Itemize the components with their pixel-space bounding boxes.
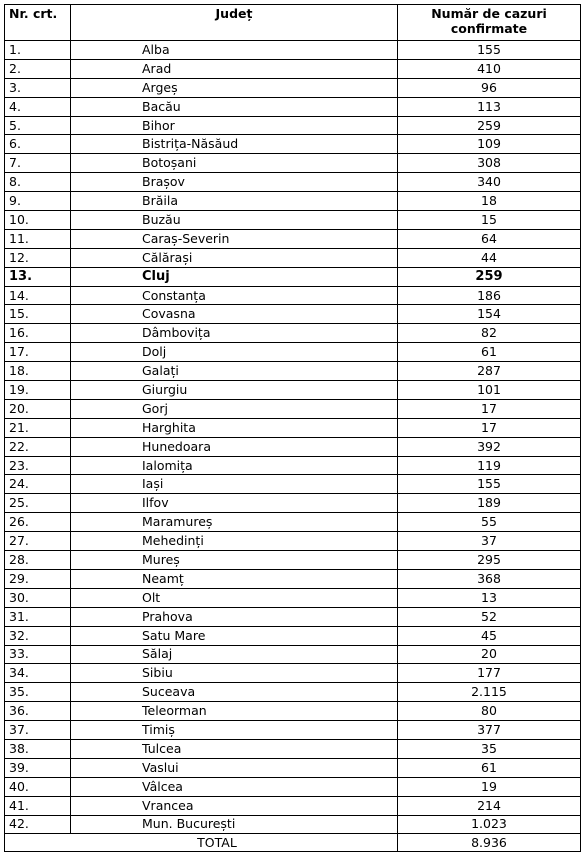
row-number: 31. [5, 607, 71, 626]
row-number: 28. [5, 551, 71, 570]
row-cases: 295 [398, 551, 581, 570]
row-county: Alba [71, 41, 398, 60]
header-row [5, 5, 581, 41]
row-county: Neamț [71, 569, 398, 588]
table-row [5, 59, 581, 78]
row-county: Buzău [71, 211, 398, 230]
row-cases: 186 [398, 286, 581, 305]
table-row [5, 324, 581, 343]
row-county: Sălaj [71, 645, 398, 664]
row-cases: 15 [398, 211, 581, 230]
table-row [5, 362, 581, 381]
row-number: 2. [5, 59, 71, 78]
row-number: 16. [5, 324, 71, 343]
row-county: Prahova [71, 607, 398, 626]
row-cases: 13 [398, 588, 581, 607]
row-cases: 259 [398, 267, 581, 286]
table-row [5, 475, 581, 494]
row-number: 32. [5, 626, 71, 645]
row-number: 24. [5, 475, 71, 494]
row-cases: 119 [398, 456, 581, 475]
row-county: Mureș [71, 551, 398, 570]
row-county: Argeș [71, 78, 398, 97]
row-number: 21. [5, 418, 71, 437]
row-number: 33. [5, 645, 71, 664]
row-county: Vrancea [71, 796, 398, 815]
table-row [5, 626, 581, 645]
row-cases: 55 [398, 513, 581, 532]
table-row [5, 116, 581, 135]
table-row [5, 418, 581, 437]
row-number: 20. [5, 399, 71, 418]
row-number: 40. [5, 777, 71, 796]
row-cases: 1.023 [398, 815, 581, 834]
row-county: Gorj [71, 399, 398, 418]
row-number: 42. [5, 815, 71, 834]
row-county: Hunedoara [71, 437, 398, 456]
row-number: 19. [5, 381, 71, 400]
row-number: 5. [5, 116, 71, 135]
row-cases: 19 [398, 777, 581, 796]
header-nr: Nr. crt. [5, 5, 71, 41]
table-row [5, 78, 581, 97]
table-row [5, 437, 581, 456]
row-number: 37. [5, 721, 71, 740]
row-cases: 155 [398, 475, 581, 494]
row-cases: 214 [398, 796, 581, 815]
row-county: Vâlcea [71, 777, 398, 796]
confirmed-cases-table [4, 4, 581, 852]
row-county: Mun. București [71, 815, 398, 834]
table-row [5, 399, 581, 418]
row-number: 17. [5, 343, 71, 362]
row-number: 27. [5, 532, 71, 551]
table-row [5, 381, 581, 400]
row-county: Giurgiu [71, 381, 398, 400]
row-number: 1. [5, 41, 71, 60]
row-cases: 177 [398, 664, 581, 683]
row-cases: 377 [398, 721, 581, 740]
table-row [5, 588, 581, 607]
row-number: 14. [5, 286, 71, 305]
row-county: Covasna [71, 305, 398, 324]
table-row [5, 135, 581, 154]
table-row [5, 192, 581, 211]
row-county: Mehedinți [71, 532, 398, 551]
row-county: Tulcea [71, 739, 398, 758]
row-number: 38. [5, 739, 71, 758]
row-county: Olt [71, 588, 398, 607]
row-number: 8. [5, 173, 71, 192]
table-row [5, 664, 581, 683]
row-county: Galați [71, 362, 398, 381]
row-cases: 17 [398, 418, 581, 437]
row-county: Vaslui [71, 758, 398, 777]
total-value: 8.936 [398, 834, 581, 852]
table-row [5, 456, 581, 475]
row-number: 34. [5, 664, 71, 683]
row-cases: 340 [398, 173, 581, 192]
row-number: 26. [5, 513, 71, 532]
row-county: Brașov [71, 173, 398, 192]
row-county: Arad [71, 59, 398, 78]
table-row [5, 41, 581, 60]
row-cases: 44 [398, 248, 581, 267]
table-row [5, 721, 581, 740]
row-cases: 61 [398, 343, 581, 362]
row-county: Bihor [71, 116, 398, 135]
table-row [5, 513, 581, 532]
row-county: Iași [71, 475, 398, 494]
table-row [5, 758, 581, 777]
table-footer [5, 834, 581, 852]
table-row [5, 796, 581, 815]
row-cases: 287 [398, 362, 581, 381]
row-county: Teleorman [71, 702, 398, 721]
row-cases: 410 [398, 59, 581, 78]
row-cases: 80 [398, 702, 581, 721]
row-county: Suceava [71, 683, 398, 702]
row-number: 29. [5, 569, 71, 588]
table-row [5, 154, 581, 173]
row-county: Dâmbovița [71, 324, 398, 343]
row-number: 10. [5, 211, 71, 230]
row-county: Călărași [71, 248, 398, 267]
row-county: Botoșani [71, 154, 398, 173]
row-cases: 101 [398, 381, 581, 400]
table-header [5, 5, 581, 41]
row-number: 39. [5, 758, 71, 777]
table-row [5, 532, 581, 551]
row-number: 35. [5, 683, 71, 702]
row-number: 3. [5, 78, 71, 97]
row-cases: 17 [398, 399, 581, 418]
row-cases: 20 [398, 645, 581, 664]
row-cases: 189 [398, 494, 581, 513]
table-row [5, 569, 581, 588]
table-row [5, 267, 581, 286]
header-cazuri: Număr de cazuri confirmate [398, 5, 581, 41]
table-row [5, 494, 581, 513]
table-row [5, 211, 581, 230]
row-cases: 259 [398, 116, 581, 135]
row-county: Ilfov [71, 494, 398, 513]
table-row [5, 607, 581, 626]
row-cases: 113 [398, 97, 581, 116]
table-row [5, 815, 581, 834]
row-county: Cluj [71, 267, 398, 286]
row-number: 13. [5, 267, 71, 286]
table-row [5, 305, 581, 324]
table-row [5, 286, 581, 305]
row-cases: 368 [398, 569, 581, 588]
row-number: 25. [5, 494, 71, 513]
row-cases: 18 [398, 192, 581, 211]
row-number: 41. [5, 796, 71, 815]
row-cases: 82 [398, 324, 581, 343]
row-cases: 45 [398, 626, 581, 645]
table-row [5, 777, 581, 796]
row-county: Sibiu [71, 664, 398, 683]
row-number: 12. [5, 248, 71, 267]
row-number: 18. [5, 362, 71, 381]
row-county: Bistrița-Năsăud [71, 135, 398, 154]
table-row [5, 173, 581, 192]
table-row [5, 739, 581, 758]
row-county: Constanța [71, 286, 398, 305]
row-number: 30. [5, 588, 71, 607]
row-number: 23. [5, 456, 71, 475]
table-row [5, 343, 581, 362]
table-row [5, 229, 581, 248]
row-county: Caraș-Severin [71, 229, 398, 248]
row-county: Brăila [71, 192, 398, 211]
row-cases: 154 [398, 305, 581, 324]
row-cases: 109 [398, 135, 581, 154]
row-number: 6. [5, 135, 71, 154]
row-cases: 2.115 [398, 683, 581, 702]
row-number: 11. [5, 229, 71, 248]
row-county: Bacău [71, 97, 398, 116]
table-row [5, 551, 581, 570]
row-cases: 37 [398, 532, 581, 551]
row-cases: 52 [398, 607, 581, 626]
total-label: TOTAL [5, 834, 398, 852]
row-county: Harghita [71, 418, 398, 437]
row-cases: 308 [398, 154, 581, 173]
table-row [5, 97, 581, 116]
header-judet: Județ [71, 5, 398, 41]
table-row [5, 702, 581, 721]
row-cases: 96 [398, 78, 581, 97]
row-county: Timiș [71, 721, 398, 740]
table-row [5, 645, 581, 664]
total-row [5, 834, 581, 852]
table-row [5, 683, 581, 702]
row-number: 9. [5, 192, 71, 211]
row-number: 7. [5, 154, 71, 173]
row-number: 22. [5, 437, 71, 456]
row-county: Ialomița [71, 456, 398, 475]
row-number: 15. [5, 305, 71, 324]
table-row [5, 248, 581, 267]
row-cases: 392 [398, 437, 581, 456]
row-cases: 155 [398, 41, 581, 60]
row-number: 4. [5, 97, 71, 116]
row-county: Dolj [71, 343, 398, 362]
row-number: 36. [5, 702, 71, 721]
row-cases: 61 [398, 758, 581, 777]
table-body [5, 41, 581, 834]
row-cases: 35 [398, 739, 581, 758]
row-county: Maramureș [71, 513, 398, 532]
row-county: Satu Mare [71, 626, 398, 645]
row-cases: 64 [398, 229, 581, 248]
